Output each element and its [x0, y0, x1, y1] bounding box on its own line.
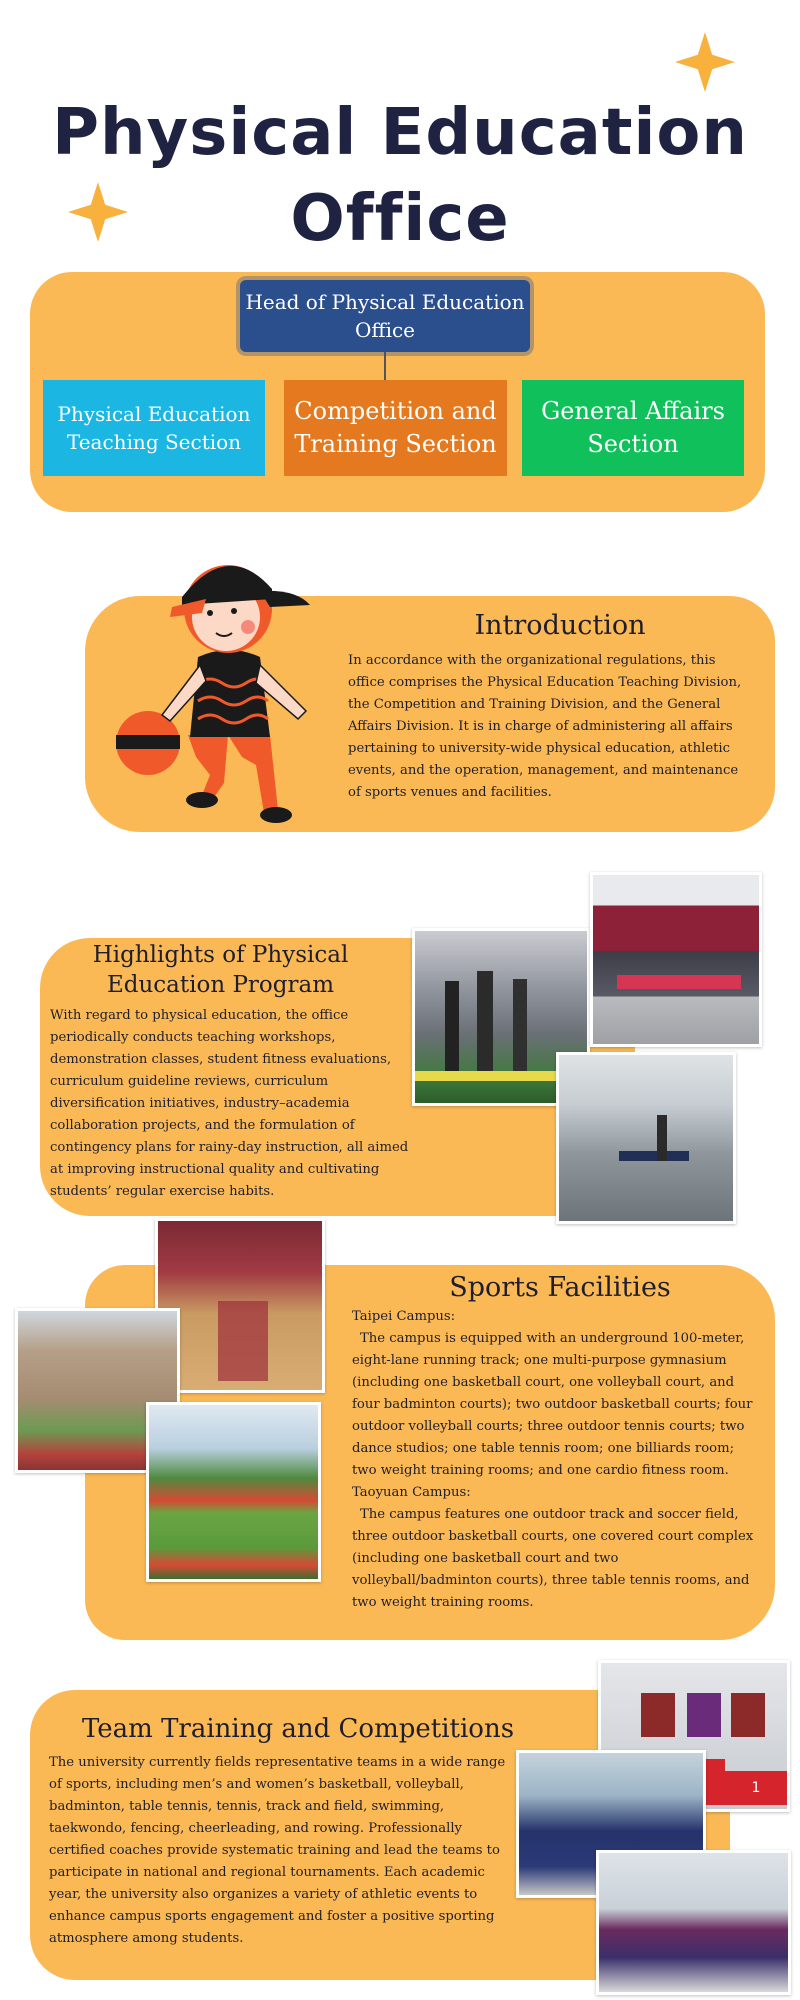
org-section-label: Physical Education Teaching Section	[57, 402, 251, 454]
teams-heading: Team Training and Competitions	[81, 1714, 515, 1744]
page-title	[0, 90, 800, 262]
team-banner-photo	[596, 1850, 791, 1995]
teams-body: The university currently fields representative teams in a wide range of sports, including men’s and women’s basketball, volleyball, badminton, table tennis, tennis, track and field, swimming, taekwondo, fencing, cheerleading, and rowing. Professionally certified coaches provide systematic training and lead the teams to participate in national and regional tournaments. Each academic year, the university also organizes a variety of athletic events to enhance campus sports engagement and foster a positive sporting atmosphere among students.	[49, 1755, 506, 1946]
highlights-heading-line-2: Education Program	[106, 972, 335, 998]
outdoor-track-photo	[146, 1402, 321, 1582]
sparkle-icon	[675, 32, 735, 92]
org-section-teaching	[43, 380, 265, 476]
title-line-2: Office	[290, 182, 510, 256]
basketball-court-photo	[155, 1218, 325, 1393]
title-line-1: Physical Education	[52, 96, 748, 170]
introduction-body: In accordance with the organizational regulations, this office comprises the Physical Education Teaching Division, the Competition and Training Division, and the General Affairs Division. It is in charge of administering all affairs pertaining to university-wide physical education, athletic events, and the operation, management, and maintenance of sports venues and facilities.	[348, 653, 742, 800]
podium-first-tie: 1	[725, 1771, 787, 1805]
taoyuan-campus-label: Taoyuan Campus:	[352, 1485, 471, 1500]
org-section-label: General Affairs Section	[541, 397, 725, 458]
facilities-text	[352, 1306, 757, 1614]
org-connector	[384, 352, 386, 380]
taoyuan-campus-body: The campus features one outdoor track and soccer field, three outdoor basketball courts, one covered court complex (including one basketball court and two volleyball/badminton courts), three table tennis rooms, and two weight training rooms.	[352, 1507, 754, 1610]
cartoon-kid-icon	[110, 525, 350, 825]
table-tennis-photo	[556, 1052, 736, 1224]
org-section-competition	[284, 380, 507, 476]
introduction-heading: Introduction	[474, 610, 646, 641]
highlights-body: With regard to physical education, the office periodically conducts teaching workshops, demonstration classes, student fitness evaluations, curriculum guideline reviews, curriculum diversification initiatives, industry–academia collaboration projects, and the formulation of contingency plans for rainy-day instruction, all aimed at improving instructional quality and cultivating students’ regular exercise habits.	[50, 1008, 409, 1199]
org-section-label: Competition and Training Section	[294, 397, 497, 458]
org-section-general-affairs	[522, 380, 744, 476]
highlights-heading-line-1: Highlights of Physical	[92, 942, 349, 968]
cartoon-kid-illustration	[110, 525, 350, 825]
highlights-heading	[48, 940, 393, 1000]
org-head-box: Head of Physical Education Office	[240, 280, 530, 352]
workshop-group-photo	[590, 872, 762, 1047]
facilities-heading: Sports Facilities	[449, 1272, 671, 1303]
taipei-campus-body: The campus is equipped with an underground 100-meter, eight-lane running track; one multi-purpose gymnasium (including one basketball court, one volleyball court, and four badminton courts); two outdoor basketball courts; four outdoor volleyball courts; three outdoor tennis courts; two dance studios; one table tennis room; one billiards room; two weight training rooms; and one cardio fitness room.	[352, 1331, 753, 1478]
taipei-campus-label: Taipei Campus:	[352, 1309, 456, 1324]
